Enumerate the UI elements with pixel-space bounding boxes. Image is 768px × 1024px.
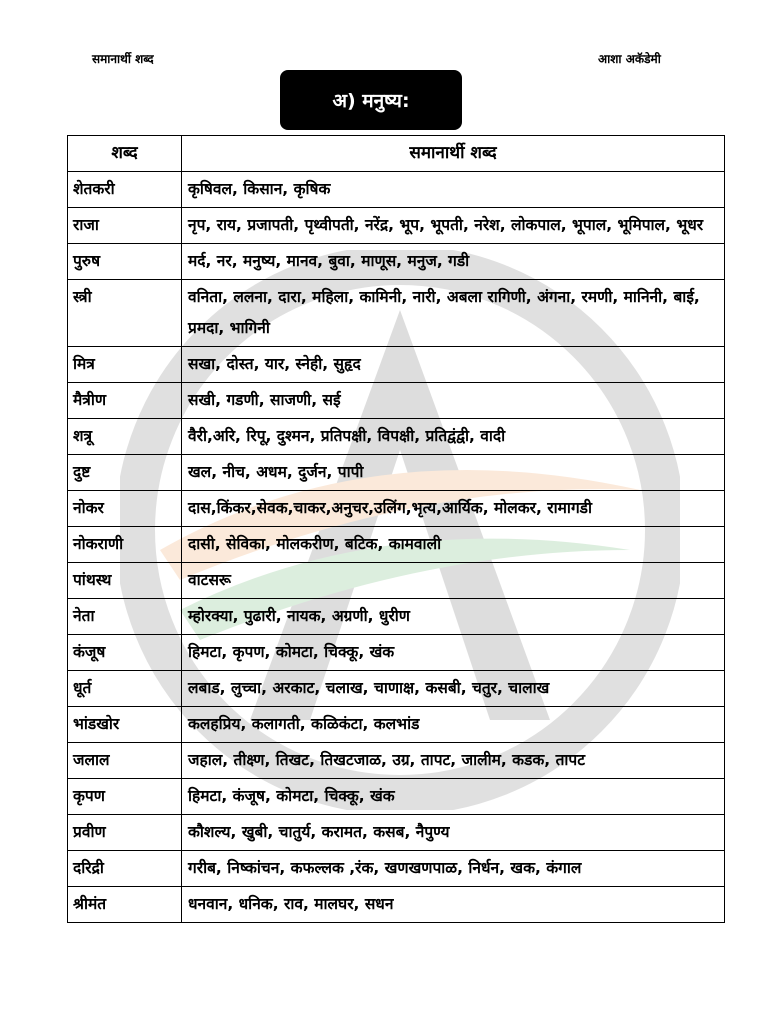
synonyms-cell: वैरी,अरि, रिपू, दुश्मन, प्रतिपक्षी, विपक्षी, प्रतिद्वंद्वी, वादी xyxy=(182,419,725,455)
synonyms-table xyxy=(67,135,725,923)
section-title xyxy=(280,70,462,130)
synonyms-cell: दासी, सेविका, मोलकरीण, बटिक, कामवाली xyxy=(182,527,725,563)
table-row xyxy=(68,779,725,815)
word-cell: दरिद्री xyxy=(68,851,182,887)
word-cell: मैत्रीण xyxy=(68,383,182,419)
table-row xyxy=(68,527,725,563)
word-cell: दुष्ट xyxy=(68,455,182,491)
synonyms-cell: खल, नीच, अधम, दुर्जन, पापी xyxy=(182,455,725,491)
synonyms-cell: कृषिवल, किसान, कृषिक xyxy=(182,172,725,208)
synonyms-cell: नृप, राय, प्रजापती, पृथ्वीपती, नरेंद्र, भूप, भूपती, नरेश, लोकपाल, भूपाल, भूमिपाल, भूधर xyxy=(182,208,725,244)
word-cell: स्त्री xyxy=(68,280,182,347)
section-title-text: अ) मनुष्य: xyxy=(332,90,410,112)
table-row xyxy=(68,383,725,419)
table-row xyxy=(68,743,725,779)
table-row xyxy=(68,707,725,743)
synonyms-cell: जहाल, तीक्ष्ण, तिखट, तिखटजाळ, उग्र, तापट, जालीम, कडक, तापट xyxy=(182,743,725,779)
word-cell: कृपण xyxy=(68,779,182,815)
synonyms-cell: वनिता, ललना, दारा, महिला, कामिनी, नारी, अबला रागिणी, अंगना, रमणी, मानिनी, बाई, प्रमदा, भागिनी xyxy=(182,280,725,347)
word-cell: प्रवीण xyxy=(68,815,182,851)
table-row xyxy=(68,671,725,707)
synonyms-cell: कौशल्य, खुबी, चातुर्य, करामत, कसब, नैपुण्य xyxy=(182,815,725,851)
table-row xyxy=(68,887,725,923)
synonyms-cell: म्होरक्या, पुढारी, नायक, अग्रणी, धुरीण xyxy=(182,599,725,635)
table-row xyxy=(68,347,725,383)
word-cell: मित्र xyxy=(68,347,182,383)
table-row xyxy=(68,419,725,455)
synonyms-cell: हिमटा, कंजूष, कोमटा, चिक्कू, खंक xyxy=(182,779,725,815)
table-row xyxy=(68,635,725,671)
word-cell: शेतकरी xyxy=(68,172,182,208)
synonyms-cell: दास,किंकर,सेवक,चाकर,अनुचर,उलिंग,भृत्य,आर्यिक, मोलकर, रामागडी xyxy=(182,491,725,527)
synonyms-cell: धनवान, धनिक, राव, मालघर, सधन xyxy=(182,887,725,923)
synonyms-cell: हिमटा, कृपण, कोमटा, चिक्कू, खंक xyxy=(182,635,725,671)
table-row xyxy=(68,563,725,599)
table-row xyxy=(68,172,725,208)
table-row xyxy=(68,491,725,527)
word-cell: पुरुष xyxy=(68,244,182,280)
table-row xyxy=(68,599,725,635)
word-cell: श्रीमंत xyxy=(68,887,182,923)
word-cell: पांथस्थ xyxy=(68,563,182,599)
table-row xyxy=(68,455,725,491)
synonyms-cell: कलहप्रिय, कलागती, कळिकंटा, कलभांड xyxy=(182,707,725,743)
table-row xyxy=(68,815,725,851)
word-cell: धूर्त xyxy=(68,671,182,707)
word-cell: नोकर xyxy=(68,491,182,527)
word-cell: नेता xyxy=(68,599,182,635)
table-row xyxy=(68,280,725,347)
word-cell: जलाल xyxy=(68,743,182,779)
synonyms-cell: वाटसरू xyxy=(182,563,725,599)
synonyms-cell: लबाड, लुच्चा, अरकाट, चलाख, चाणाक्ष, कसबी, चतुर, चालाख xyxy=(182,671,725,707)
synonyms-cell: गरीब, निष्कांचन, कफल्लक ,रंक, खणखणपाळ, निर्धन, खक, कंगाल xyxy=(182,851,725,887)
table-row xyxy=(68,208,725,244)
word-cell: कंजूष xyxy=(68,635,182,671)
header-right-text: आशा अकॅडेमी xyxy=(598,52,661,66)
header-left-text: समानार्थी शब्द xyxy=(92,52,154,66)
synonyms-cell: मर्द, नर, मनुष्य, मानव, बुवा, माणूस, मनुज, गडी xyxy=(182,244,725,280)
word-cell: नोकराणी xyxy=(68,527,182,563)
column-header-synonyms: समानार्थी शब्द xyxy=(182,136,725,172)
table-row xyxy=(68,244,725,280)
table-row xyxy=(68,851,725,887)
word-cell: शत्रू xyxy=(68,419,182,455)
word-cell: भांडखोर xyxy=(68,707,182,743)
synonyms-cell: सखी, गडणी, साजणी, सई xyxy=(182,383,725,419)
word-cell: राजा xyxy=(68,208,182,244)
column-header-word: शब्द xyxy=(68,136,182,172)
synonyms-cell: सखा, दोस्त, यार, स्नेही, सुहृद xyxy=(182,347,725,383)
table-body xyxy=(68,172,725,923)
table-header-row xyxy=(68,136,725,172)
